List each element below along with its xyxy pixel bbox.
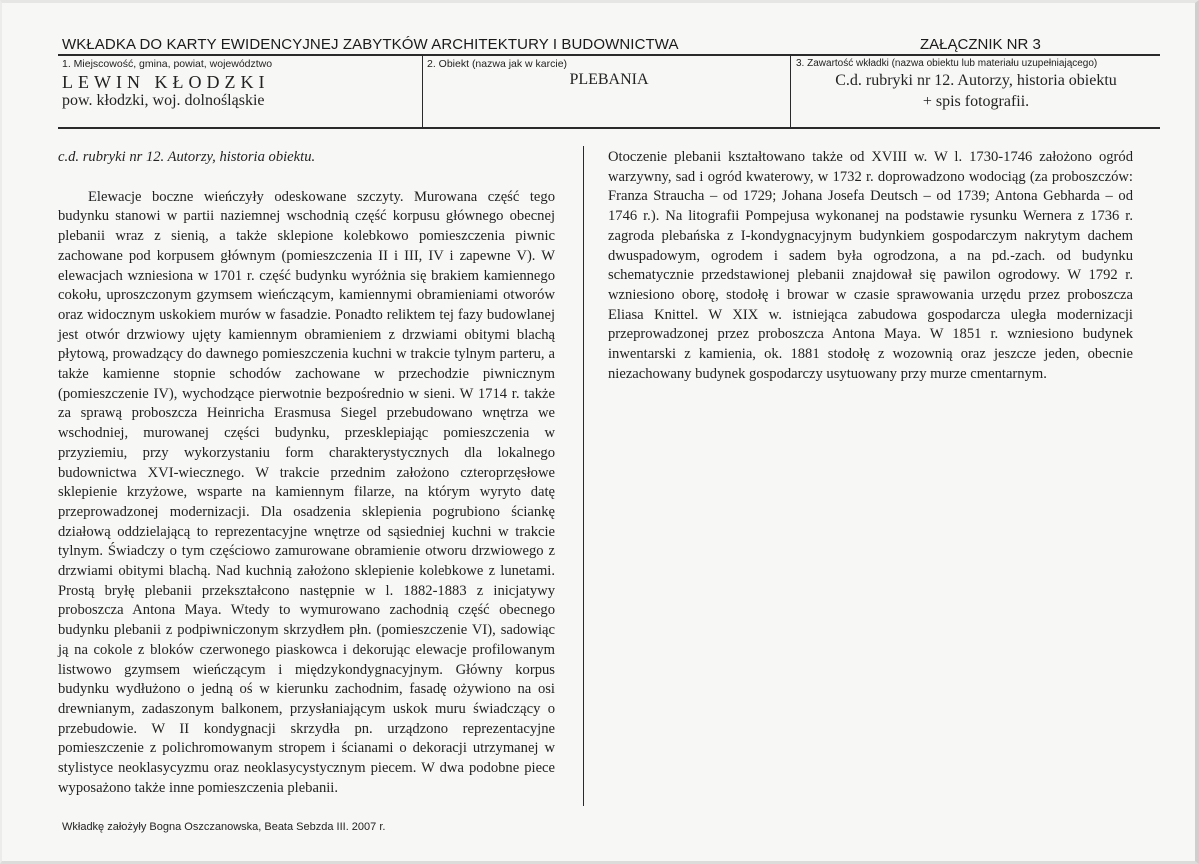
footer-authors: Wkładkę założyły Bogna Oszczanowska, Beata Sebzda III. 2007 r. <box>62 821 386 833</box>
content-field-label: 3. Zawartość wkładki (nazwa obiektu lub materiału uzupełniającego) <box>796 58 1098 69</box>
form-title: WKŁADKA DO KARTY EWIDENCYJNEJ ZABYTKÓW ARCHITEKTURY I BUDOWNICTWA <box>62 36 679 53</box>
history-text-left: Elewacje boczne wieńczyły odeskowane szczyty. Murowana część tego budynku stanowi w partii naziemnej wschodnią część korpusu głównego obecnej plebanii wraz z sienią, a także sklepione kolebkowo pomieszczenia piwnic zachowane pod korpusem głównym (pomieszczenia II i III, IV i zapewne V). W elewacjach wzniesiona w 1701 r. część budynku wyróżnia się brakiem kamiennego cokołu, uproszczonym gzymsem wieńczącym, kamiennymi obramieniami otworów oraz widocznym uskokiem murów w fasadzie. Ponadto reliktem tej fazy budowlanej jest otwór drzwiowy ujęty kamiennym obramieniem z drzwiami obitymi blachą płytową, prowadzący do dawnego pomieszczenia kuchni w trakcie tylnym parteru, a także kamienne stopnie schodów zachowane w przechodzie piwnicznym (pomieszczenie IV), wychodzące pierwotnie bezpośrednio w sieni. W 1714 r. także za sprawą proboszcza Heinricha Erasmusa Siegel przebudowano wnętrza we wschodniej, murowanej części budynku, przesklepiając pomieszczenia w przyziemiu, przy wykorzystaniu form charakterystycznych dla lokalnego budownictwa XVI-wiecznego. W trakcie przednim założono czteroprzęsłowe sklepienie krzyżowe, wsparte na kamiennym filarze, na którym wyryto datę przeprowadzonej modernizacji. Dla osadzenia sklepienia pogrubiono ściankę działową oddzielającą to reprezentacyjne wnętrze od sąsiedniej kuchni w trakcie tylnym. Świadczy o tym częściowo zamurowane obramienie otworu drzwiowego z drzwiami obitymi blachą. Nad kuchnią założono sklepienie kolebkowe z lunetami. Prostą bryłę plebanii przekształcono następnie w l. 1882-1883 z inicjatywy proboszcza Antona Maya. Wtedy to wymurowano zachodnią część obecnego budynku plebanii z podpiwniczonym skrzydłem płn. (pomieszczenie VI), sadowiąc ją na cokole z bloków czerwonego piaskowca i dekorując elewacje profilowanym listwowo gzymsem wieńczącym i międzykondygnacyjnym. Główny korpus budynku wydłużono o jedną oś w kierunku zachodnim, fasadę ożywiono na osi drewnianym, zadaszonym balkonem, przysłaniającym uskok muru świadczący o przebudowie. W II kondygnacji skrzydła pn. urządzono reprezentacyjne pomieszczenie z polichromowanym stropem i ścianami o dekoracji utrzymanej w stylistyce neoklasycyzmu oraz neoklasycystycznym piecem. W dwa podobne piece wyposażono także inne pomieszczenia plebanii. <box>58 188 555 796</box>
right-column <box>608 148 1133 384</box>
continuation-heading: c.d. rubryki nr 12. Autorzy, historia obiektu. <box>58 149 316 165</box>
field-divider-2 <box>790 56 791 128</box>
field-divider-1 <box>422 56 423 128</box>
object-name: PLEBANIA <box>569 71 649 88</box>
content-line-1: C.d. rubryki nr 12. Autorzy, historia obiektu <box>835 72 1117 89</box>
left-column <box>58 148 555 799</box>
location-district: pow. kłodzki, woj. dolnośląskie <box>62 92 265 109</box>
object-field-label: 2. Obiekt (nazwa jak w karcie) <box>427 58 568 70</box>
content-description <box>793 70 1159 112</box>
content-line-2: + spis fotografii. <box>922 93 1030 110</box>
annex-label: ZAŁĄCZNIK NR 3 <box>920 36 1041 53</box>
location-field-label: 1. Miejscowość, gmina, powiat, województwo <box>62 58 273 70</box>
header-bottom-rule <box>58 127 1160 129</box>
history-text-right: Otoczenie plebanii kształtowano także od XVIII w. W l. 1730-1746 założono ogród warzywny, sad i ogród kwaterowy, w 1732 r. doprowadzono wodociąg (za proboszczów: Franza Straucha – od 1729; Johana Josefa Deutsch – od 1739; Antona Gebharda – od 1746 r.). Na litografii Pompejusa wykonanej na podstawie rysunku Wernera z 1736 r. zagroda plebańska z I-kondygnacyjnym budynkiem gospodarczym nakrytym dachem dwuspadowym, ogrodem i sadem była ogrodzona, a na pd.-zach. od budynku schematycznie przedstawionej plebanii znajdował się pawilon ogrodowy. W 1792 r. wzniesiono oborę, stodołę i browar w czasie sprawowania urzędu przez proboszcza Eliasa Knittel. W XIX w. istniejąca zabudowa gospodarcza uległa modernizacji przeprowadzonej przez proboszcza Antona Maya. W 1851 r. wzniesiono budynek inwentarski z kamienia, ok. 1881 stodołę z wozownią oraz jeszcze jeden, obecnie niezachowany budynek gospodarczy usytuowany przy murze cmentarnym. <box>608 149 1133 382</box>
header-top-rule <box>58 54 1160 56</box>
location-name: LEWIN KŁODZKI <box>62 72 270 92</box>
column-divider <box>583 146 584 806</box>
